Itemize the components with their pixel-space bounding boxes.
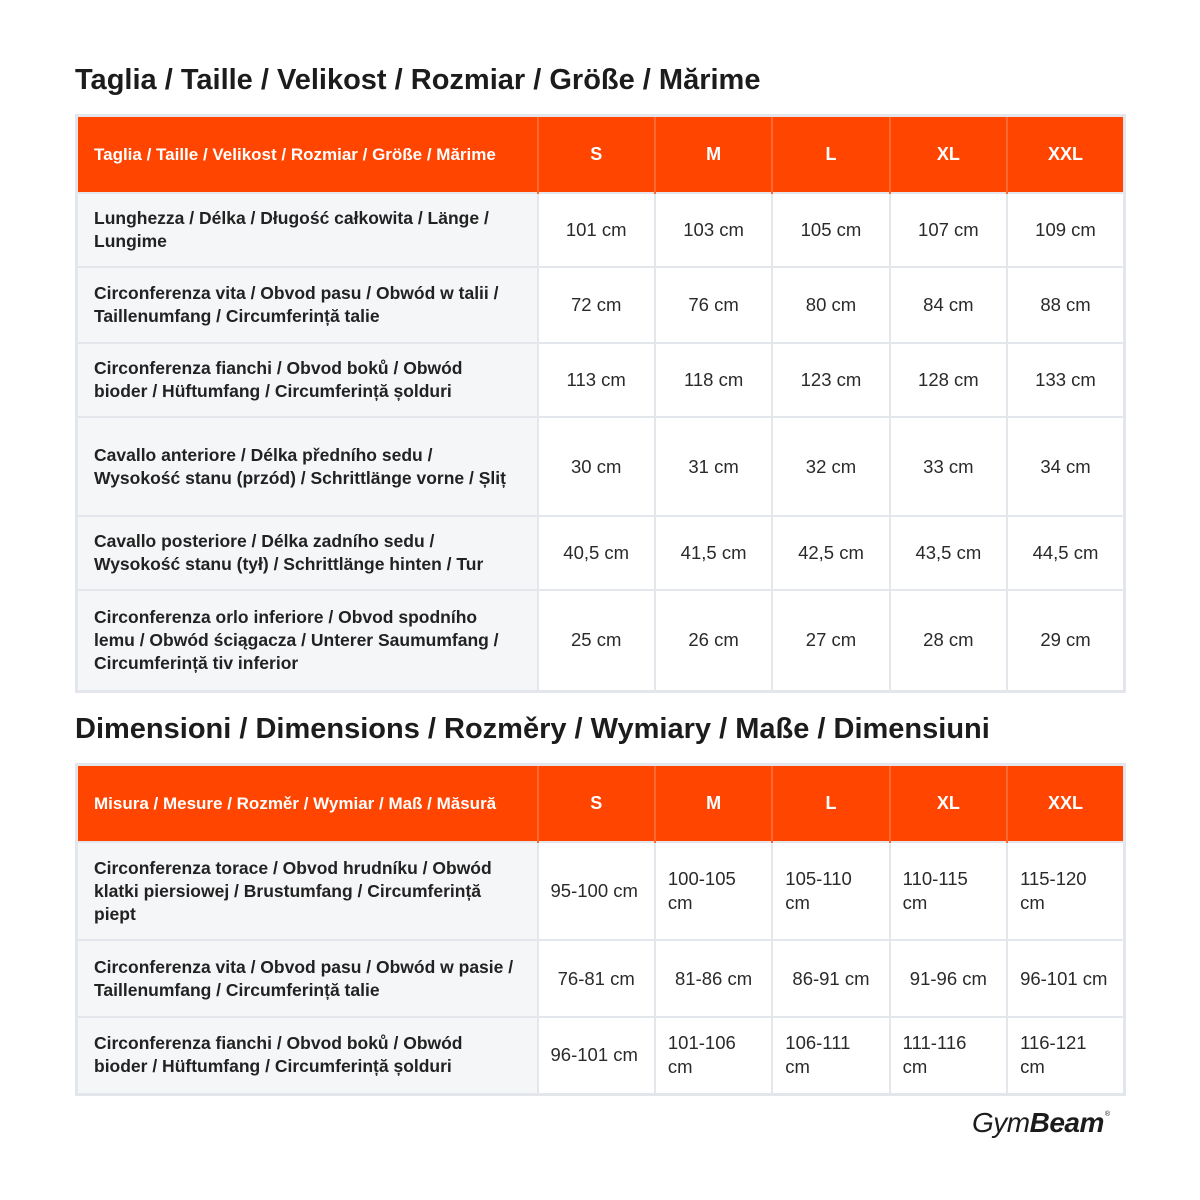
column-header-size-s: S (538, 116, 655, 194)
table-cell: 109 cm (1007, 193, 1124, 267)
row-label-waist: Circonferenza vita / Obvod pasu / Obwód w pasie / Taillenumfang / Circumferință talie (77, 940, 538, 1017)
table-cell: 76 cm (655, 267, 772, 343)
table-cell: 42,5 cm (772, 516, 889, 590)
table-row (77, 1017, 1125, 1094)
table-cell: 33 cm (890, 417, 1007, 516)
size-section-title: Taglia / Taille / Velikost / Rozmiar / Größe / Mărime (75, 64, 761, 96)
table-cell: 72 cm (538, 267, 655, 343)
table-cell: 118 cm (655, 343, 772, 417)
table-cell: 123 cm (772, 343, 889, 417)
row-label-chest: Circonferenza torace / Obvod hrudníku / Obwód klatki piersiowej / Brustumfang / Circumferință piept (77, 842, 538, 940)
table-cell: 76-81 cm (538, 940, 655, 1017)
column-header-size-l: L (772, 116, 889, 194)
row-label-hem: Circonferenza orlo inferiore / Obvod spodního lemu / Obwód ściągacza / Unterer Saumumfang / Circumferință tiv inferior (77, 590, 538, 691)
table-cell: 31 cm (655, 417, 772, 516)
table-cell: 91-96 cm (890, 940, 1007, 1017)
table-cell: 115-120 cm (1007, 842, 1124, 940)
registered-mark: ® (1104, 1111, 1110, 1118)
table-cell: 80 cm (772, 267, 889, 343)
table-cell: 113 cm (538, 343, 655, 417)
table-cell: 101 cm (538, 193, 655, 267)
table-row (77, 267, 1125, 343)
table-cell: 30 cm (538, 417, 655, 516)
size-chart-table (75, 114, 1126, 693)
table-cell: 111-116 cm (890, 1017, 1007, 1094)
logo-text-gym: Gym (972, 1107, 1030, 1138)
table-cell: 106-111 cm (772, 1017, 889, 1094)
table-cell: 25 cm (538, 590, 655, 691)
row-label-hips: Circonferenza fianchi / Obvod boků / Obwód bioder / Hüftumfang / Circumferință șolduri (77, 343, 538, 417)
column-header-size-xxl: XXL (1007, 116, 1124, 194)
column-header-size-s: S (538, 765, 655, 843)
table-cell: 41,5 cm (655, 516, 772, 590)
row-label-front-rise: Cavallo anteriore / Délka předního sedu / Wysokość stanu (przód) / Schrittlänge vorne / Șliț (77, 417, 538, 516)
table-cell: 27 cm (772, 590, 889, 691)
column-header-size-label: Taglia / Taille / Velikost / Rozmiar / Größe / Mărime (77, 116, 538, 194)
table-cell: 116-121 cm (1007, 1017, 1124, 1094)
table-cell: 28 cm (890, 590, 1007, 691)
table-cell: 128 cm (890, 343, 1007, 417)
row-label-length: Lunghezza / Délka / Długość całkowita / Länge / Lungime (77, 193, 538, 267)
column-header-size-xl: XL (890, 765, 1007, 843)
table-cell: 29 cm (1007, 590, 1124, 691)
table-row (77, 590, 1125, 691)
table-cell: 133 cm (1007, 343, 1124, 417)
table-cell: 81-86 cm (655, 940, 772, 1017)
table-cell: 86-91 cm (772, 940, 889, 1017)
dimensions-section-title: Dimensioni / Dimensions / Rozměry / Wymiary / Maße / Dimensiuni (75, 713, 990, 745)
table-row (77, 417, 1125, 516)
table-cell: 101-106 cm (655, 1017, 772, 1094)
row-label-hips: Circonferenza fianchi / Obvod boků / Obwód bioder / Hüftumfang / Circumferință șolduri (77, 1017, 538, 1094)
table-cell: 105 cm (772, 193, 889, 267)
table-cell: 43,5 cm (890, 516, 1007, 590)
column-header-size-xxl: XXL (1007, 765, 1124, 843)
table-cell: 84 cm (890, 267, 1007, 343)
table-cell: 40,5 cm (538, 516, 655, 590)
table-row (77, 842, 1125, 940)
table-cell: 26 cm (655, 590, 772, 691)
table-cell: 95-100 cm (538, 842, 655, 940)
table-row (77, 193, 1125, 267)
row-label-back-rise: Cavallo posteriore / Délka zadního sedu / Wysokość stanu (tył) / Schrittlänge hinten / Tur (77, 516, 538, 590)
logo-text-beam: Beam (1029, 1107, 1104, 1138)
table-cell: 32 cm (772, 417, 889, 516)
table-cell: 88 cm (1007, 267, 1124, 343)
body-dimensions-table (75, 763, 1126, 1096)
table-row (77, 516, 1125, 590)
table-cell: 96-101 cm (1007, 940, 1124, 1017)
column-header-size-l: L (772, 765, 889, 843)
column-header-size-m: M (655, 116, 772, 194)
table-row (77, 940, 1125, 1017)
table-cell: 105-110 cm (772, 842, 889, 940)
row-label-waist: Circonferenza vita / Obvod pasu / Obwód w talii / Taillenumfang / Circumferință talie (77, 267, 538, 343)
table-cell: 100-105 cm (655, 842, 772, 940)
table-row (77, 343, 1125, 417)
table-header-row (77, 765, 1125, 843)
table-cell: 34 cm (1007, 417, 1124, 516)
table-cell: 103 cm (655, 193, 772, 267)
table-cell: 96-101 cm (538, 1017, 655, 1094)
column-header-size-m: M (655, 765, 772, 843)
column-header-size-xl: XL (890, 116, 1007, 194)
gymbeam-logo (972, 1109, 1110, 1137)
table-cell: 107 cm (890, 193, 1007, 267)
table-cell: 44,5 cm (1007, 516, 1124, 590)
table-cell: 110-115 cm (890, 842, 1007, 940)
column-header-measure-label: Misura / Mesure / Rozměr / Wymiar / Maß / Măsură (77, 765, 538, 843)
table-header-row (77, 116, 1125, 194)
